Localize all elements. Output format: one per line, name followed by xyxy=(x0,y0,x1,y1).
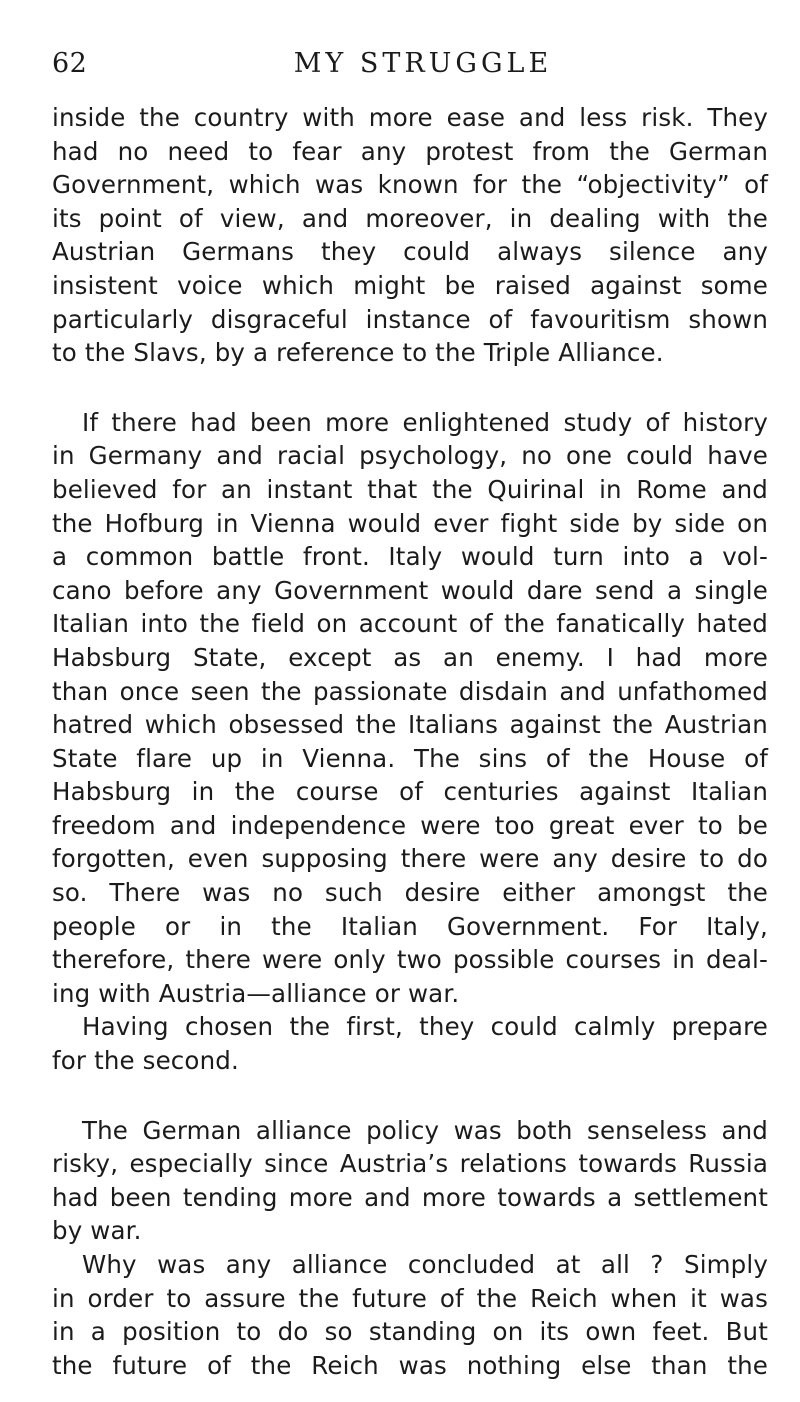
text-line: forgotten, even supposing there were any desire to do xyxy=(52,844,768,874)
text-line: Austrian Germans they could always silence any xyxy=(52,237,768,267)
text-line: ing with Austria—alliance or war. xyxy=(52,978,460,1008)
text-line: Italian into the field on account of the fanatically hated xyxy=(52,609,768,639)
text-line: for the second. xyxy=(52,1046,239,1076)
text-line: had no need to fear any protest from the German xyxy=(52,136,768,166)
text-line: freedom and independence were too great ever to be xyxy=(52,810,768,840)
text-line: particularly disgraceful instance of favouritism shown xyxy=(52,304,768,334)
text-line: Government, which was known for the “objectivity” of xyxy=(52,170,768,200)
page-number: 62 xyxy=(52,48,88,79)
text-line: risky, especially since Austria’s relations towards Russia xyxy=(52,1149,768,1179)
text-line: The German alliance policy was both senseless and xyxy=(82,1115,768,1145)
text-line: believed for an instant that the Quirinal in Rome and xyxy=(52,474,768,504)
text-line: in a position to do so standing on its own feet. But xyxy=(52,1317,768,1347)
text-line: its point of view, and moreover, in dealing with the xyxy=(52,203,768,233)
text-line: State flare up in Vienna. The sins of the House of xyxy=(52,743,768,773)
body-text xyxy=(52,101,768,1382)
text-line: to the Slavs, by a reference to the Triple Alliance. xyxy=(52,338,664,368)
text-line: the Hofburg in Vienna would ever fight side by side on xyxy=(52,508,768,538)
running-head xyxy=(52,48,772,88)
text-line: the future of the Reich was nothing else than the xyxy=(52,1350,768,1380)
text-line: If there had been more enlightened study of history xyxy=(82,407,768,437)
text-line: insistent voice which might be raised against some xyxy=(52,270,768,300)
text-line: had been tending more and more towards a settlement xyxy=(52,1182,768,1212)
text-line: a common battle front. Italy would turn into a vol- xyxy=(52,542,768,572)
text-line: by war. xyxy=(52,1216,142,1246)
paragraph-gap xyxy=(52,370,768,406)
text-line: than once seen the passionate disdain and unfathomed xyxy=(52,676,768,706)
text-line: hatred which obsessed the Italians against the Austrian xyxy=(52,710,768,740)
text-line: people or in the Italian Government. For Italy, xyxy=(52,911,768,941)
text-line: cano before any Government would dare send a single xyxy=(52,575,768,605)
text-line: Having chosen the first, they could calmly prepare xyxy=(82,1012,768,1042)
text-line: Habsburg in the course of centuries against Italian xyxy=(52,777,768,807)
paragraph-gap xyxy=(52,1078,768,1114)
text-line: so. There was no such desire either amongst the xyxy=(52,878,768,908)
text-line: therefore, there were only two possible courses in deal- xyxy=(52,945,768,975)
text-line: in order to assure the future of the Reich when it was xyxy=(52,1283,768,1313)
text-line: inside the country with more ease and less risk. They xyxy=(52,103,768,132)
text-line: in Germany and racial psychology, no one could have xyxy=(52,441,768,471)
text-line: Why was any alliance concluded at all ? Simply xyxy=(82,1250,768,1279)
book-title: MY STRUGGLE xyxy=(293,48,553,79)
text-line: Habsburg State, except as an enemy. I had more xyxy=(52,642,768,672)
